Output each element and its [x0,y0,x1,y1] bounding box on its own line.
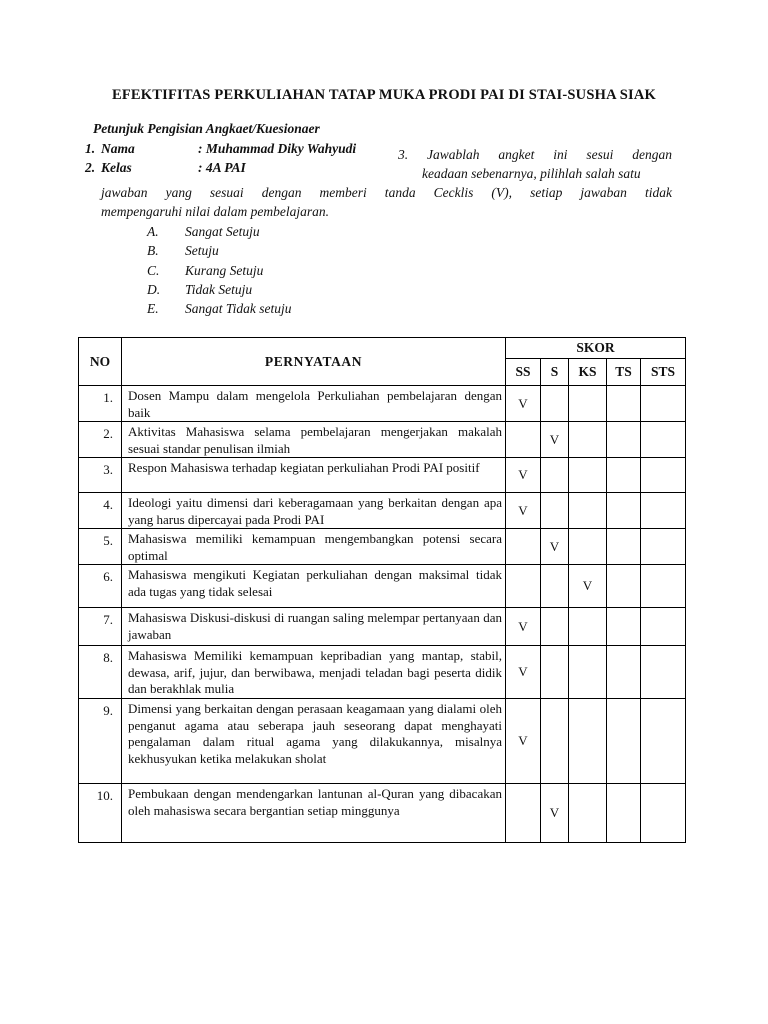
table-row [79,529,686,565]
row-number: 2. [79,422,122,458]
score-cell-ts [607,784,641,843]
score-cell-s [541,608,569,646]
score-cell-s [541,422,569,458]
questionnaire-table [78,337,686,843]
score-cell-ss [506,608,541,646]
score-cell-ss [506,493,541,529]
score-cell-sts [641,458,686,493]
check-mark: V [518,664,528,679]
instruction-line: jawaban yang sesuai dengan memberi tanda Cecklis (V), setiap jawaban tidak [101,185,672,200]
score-cell-ks [569,529,607,565]
score-cell-ss [506,784,541,843]
row-number: 7. [79,608,122,646]
check-mark: V [518,733,528,748]
score-header-ts: TS [607,359,641,386]
score-cell-ss [506,699,541,784]
check-mark: V [518,502,528,518]
option-letter: C. [147,263,160,278]
option-label: Kurang Setuju [185,263,264,278]
score-cell-ks [569,608,607,646]
score-cell-ks [569,458,607,493]
check-mark: V [518,467,528,482]
score-cell-ts [607,422,641,458]
score-cell-sts [641,386,686,422]
statement-column-header: PERNYATAAN [122,338,506,386]
score-cell-ss [506,646,541,699]
statement-text: Mahasiswa Memiliki kemampuan kepribadian yang mantap, stabil, dewasa, arif, jujur, dan berwibawa, menjadi teladan bagi peserta didik dan berakhlak mulia [122,646,506,699]
score-cell-ss [506,458,541,493]
score-cell-ks [569,565,607,608]
table-row [79,493,686,529]
row-number: 4. [79,493,122,529]
score-cell-s [541,646,569,699]
score-cell-s [541,493,569,529]
option-label: Sangat Tidak setuju [185,301,292,316]
table-body [79,386,686,843]
table-row [79,386,686,422]
score-cell-ks [569,386,607,422]
option-label: Sangat Setuju [185,224,260,239]
class-label: Kelas [101,160,132,175]
score-header-s: S [541,359,569,386]
statement-text: Aktivitas Mahasiswa selama pembelajaran mengerjakan makalah sesuai standar penulisan ilmiah [122,422,506,458]
score-cell-s [541,529,569,565]
score-cell-sts [641,529,686,565]
score-cell-sts [641,646,686,699]
statement-text: Dimensi yang berkaitan dengan perasaan keagamaan yang dialami oleh penganut agama atau seberapa jauh seseorang dapat menghayati pengalaman dalam ritual agama yang dilakukannya, misalnya kekhusyukan ketika melakukan sholat [122,699,506,784]
score-header-sts: STS [641,359,686,386]
score-cell-ks [569,422,607,458]
score-cell-ss [506,529,541,565]
score-cell-ss [506,422,541,458]
check-mark: V [582,578,593,593]
score-cell-ks [569,646,607,699]
score-cell-s [541,784,569,843]
check-mark: V [518,395,528,411]
score-cell-sts [641,699,686,784]
score-cell-ts [607,493,641,529]
score-cell-sts [641,422,686,458]
row-number: 8. [79,646,122,699]
check-mark: V [549,431,560,447]
score-cell-ts [607,646,641,699]
table-row [79,784,686,843]
table-row [79,565,686,608]
score-group-header: SKOR [506,338,686,359]
row-number: 3. [79,458,122,493]
statement-text: Dosen Mampu dalam mengelola Perkuliahan pembelajaran dengan baik [122,386,506,422]
score-cell-s [541,565,569,608]
score-cell-ts [607,699,641,784]
table-row [79,608,686,646]
score-cell-ts [607,386,641,422]
name-label: Nama [101,141,135,156]
check-mark: V [549,805,560,820]
option-label: Tidak Setuju [185,282,253,297]
score-cell-ts [607,458,641,493]
score-cell-sts [641,608,686,646]
table-row [79,422,686,458]
score-cell-s [541,386,569,422]
statement-text: Ideologi yaitu dimensi dari keberagamaan yang berkaitan dengan apa yang harus dipercayai pada Prodi PAI [122,493,506,529]
score-header-ss: SS [506,359,541,386]
instructions-heading: Petunjuk Pengisian Angkaet/Kuesionaer [93,121,320,136]
score-cell-s [541,458,569,493]
score-cell-s [541,699,569,784]
statement-text: Respon Mahasiswa terhadap kegiatan perkuliahan Prodi PAI positif [122,458,506,493]
no-column-header: NO [79,338,122,386]
score-cell-ks [569,493,607,529]
score-cell-ks [569,784,607,843]
row-number: 1. [79,386,122,422]
option-letter: E. [147,301,159,316]
score-cell-sts [641,784,686,843]
statement-text: Mahasiswa memiliki kemampuan mengembangkan potensi secara optimal [122,529,506,565]
table-row [79,458,686,493]
field-number: 1. [85,141,96,156]
score-cell-sts [641,565,686,608]
score-cell-ts [607,608,641,646]
table-row [79,699,686,784]
row-number: 6. [79,565,122,608]
field-number: 2. [85,160,96,175]
option-letter: D. [147,282,161,297]
row-number: 9. [79,699,122,784]
row-number: 5. [79,529,122,565]
check-mark: V [549,538,560,554]
name-value: : Muhammad Diky Wahyudi [198,141,357,156]
option-letter: B. [147,243,159,258]
option-label: Setuju [185,243,219,258]
score-cell-ts [607,565,641,608]
instruction-line: 3. Jawablah angket ini sesui dengan [398,147,672,162]
check-mark: V [518,618,528,634]
score-cell-ss [506,565,541,608]
score-cell-ks [569,699,607,784]
score-cell-sts [641,493,686,529]
instruction-line: mempengaruhi nilai dalam pembelajaran. [101,204,329,219]
page-title: EFEKTIFITAS PERKULIAHAN TATAP MUKA PRODI PAI DI STAI-SUSHA SIAK [111,87,657,103]
statement-text: Mahasiswa Diskusi-diskusi di ruangan saling melempar pertanyaan dan jawaban [122,608,506,646]
score-header-ks: KS [569,359,607,386]
class-value: : 4A PAI [198,160,246,175]
statement-text: Mahasiswa mengikuti Kegiatan perkuliahan dengan maksimal tidak ada tugas yang tidak selesai [122,565,506,608]
score-cell-ss [506,386,541,422]
table-row [79,646,686,699]
statement-text: Pembukaan dengan mendengarkan lantunan al-Quran yang dibacakan oleh mahasiswa secara bergantian setiap minggunya [122,784,506,843]
instruction-line: keadaan sebenarnya, pilihlah salah satu [422,166,641,181]
option-letter: A. [147,224,159,239]
score-cell-ts [607,529,641,565]
row-number: 10. [79,784,122,843]
